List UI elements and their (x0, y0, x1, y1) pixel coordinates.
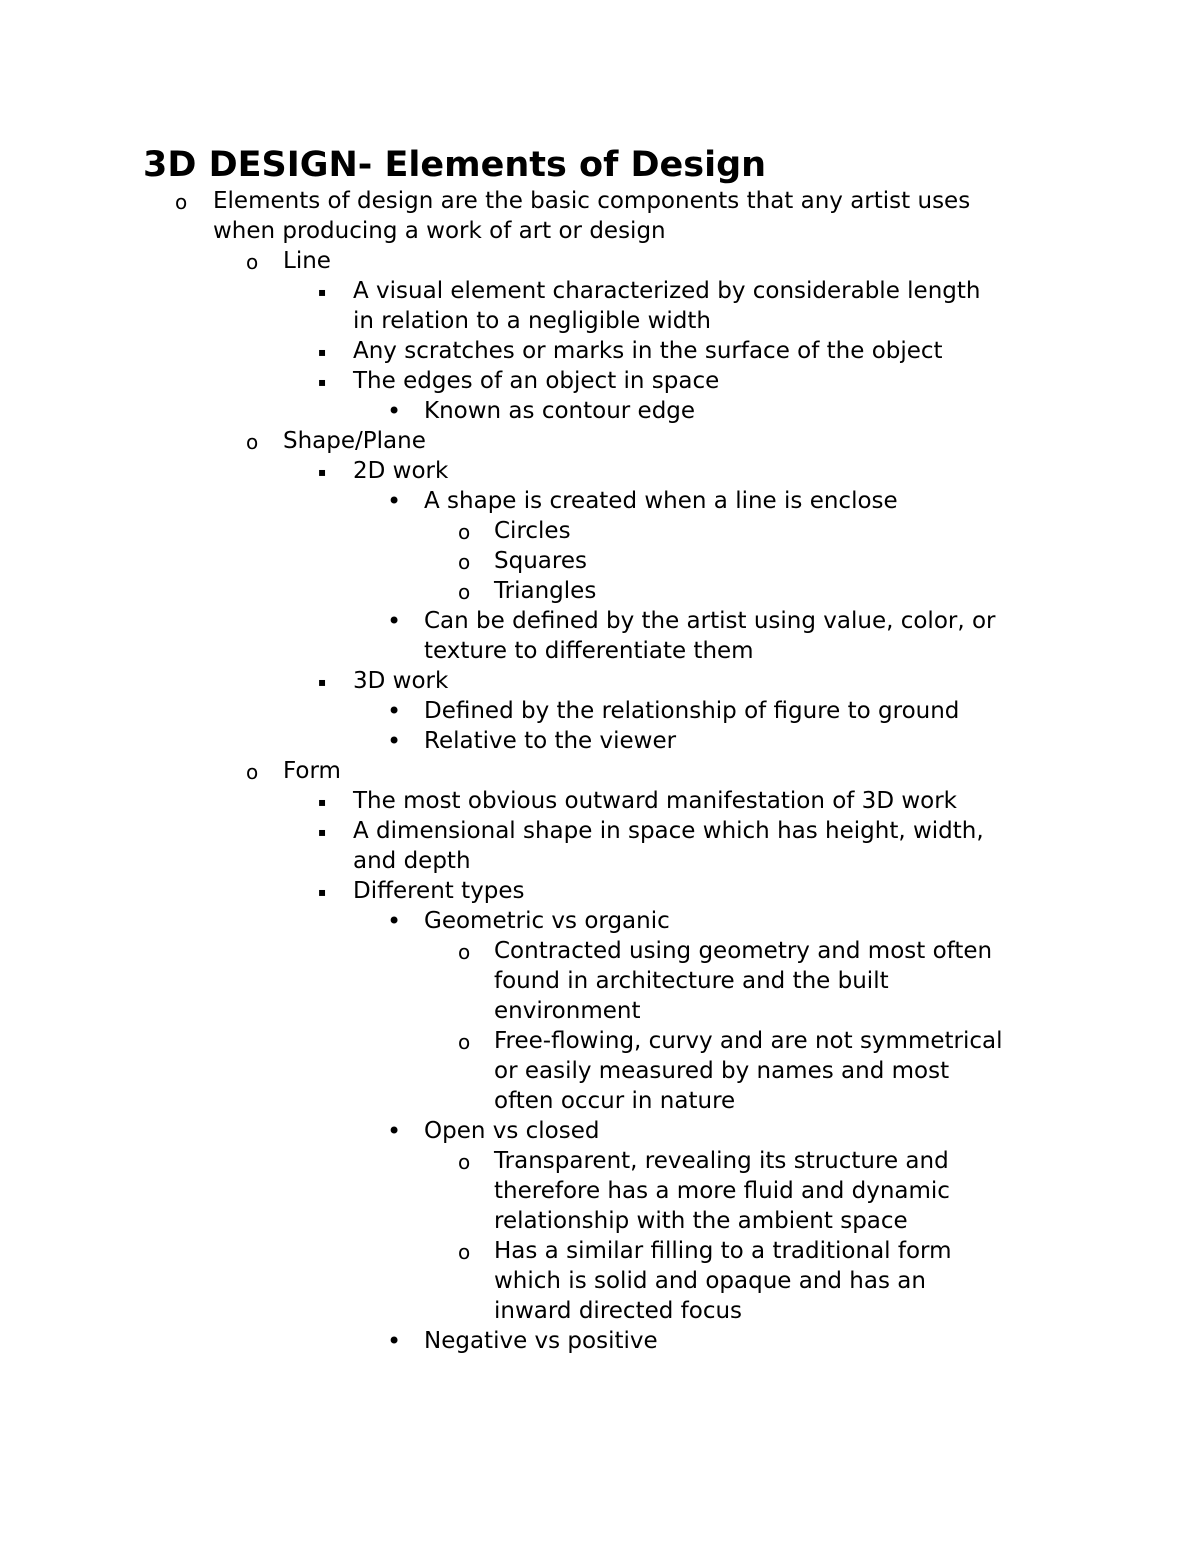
outline-line (0, 366, 1200, 396)
bullet-square-icon: ▪ (318, 795, 327, 809)
outline-text: 2D work (353, 458, 449, 484)
outline-line (0, 1236, 1200, 1266)
outline-text: Line (283, 248, 331, 274)
outline-line (0, 1056, 1200, 1086)
outline-line (0, 1086, 1200, 1116)
outline-line (0, 516, 1200, 546)
outline-line (0, 1176, 1200, 1206)
outline-text: which is solid and opaque and has an (494, 1268, 926, 1294)
bullet-square-icon: ▪ (318, 375, 327, 389)
outline-text: Shape/Plane (283, 428, 426, 454)
bullet-circle-icon: o (458, 520, 471, 544)
outline-text: found in architecture and the built (494, 968, 889, 994)
bullet-circle-icon: o (458, 1150, 471, 1174)
bullet-circle-icon: o (458, 580, 471, 604)
outline-line (0, 216, 1200, 246)
outline-text: inward directed focus (494, 1298, 743, 1324)
bullet-circle-icon: o (458, 550, 471, 574)
outline-line (0, 1206, 1200, 1236)
bullet-square-icon: ▪ (318, 885, 327, 899)
outline-line (0, 606, 1200, 636)
outline-text: texture to differentiate them (424, 638, 754, 664)
bullet-circle-icon: o (246, 250, 259, 274)
bullet-disc-icon: • (387, 607, 402, 635)
outline-text: The edges of an object in space (353, 368, 720, 394)
outline-line (0, 1296, 1200, 1326)
outline-text: when producing a work of art or design (213, 218, 666, 244)
outline-line (0, 786, 1200, 816)
outline-text: and depth (353, 848, 471, 874)
bullet-circle-icon: o (175, 190, 188, 214)
outline-line (0, 1146, 1200, 1176)
outline-text: Circles (494, 518, 571, 544)
outline-text: Defined by the relationship of figure to ground (424, 698, 960, 724)
outline-line (0, 426, 1200, 456)
outline-text: Open vs closed (424, 1118, 600, 1144)
outline-line (0, 276, 1200, 306)
bullet-circle-icon: o (246, 430, 259, 454)
bullet-disc-icon: • (387, 1327, 402, 1355)
outline-line (0, 396, 1200, 426)
bullet-disc-icon: • (387, 907, 402, 935)
bullet-square-icon: ▪ (318, 465, 327, 479)
bullet-square-icon: ▪ (318, 825, 327, 839)
bullet-circle-icon: o (458, 940, 471, 964)
outline-line (0, 1116, 1200, 1146)
page-title: 3D DESIGN- Elements of Design (143, 145, 767, 185)
outline-text: Can be defined by the artist using value, color, or (424, 608, 996, 634)
outline-line (0, 1326, 1200, 1356)
bullet-square-icon: ▪ (318, 285, 327, 299)
outline-line (0, 486, 1200, 516)
outline-line (0, 186, 1200, 216)
outline-text: Elements of design are the basic components that any artist uses (213, 188, 971, 214)
outline-line (0, 816, 1200, 846)
outline-line (0, 306, 1200, 336)
outline-list (0, 186, 1200, 1356)
outline-line (0, 876, 1200, 906)
outline-line (0, 756, 1200, 786)
bullet-disc-icon: • (387, 487, 402, 515)
outline-line (0, 696, 1200, 726)
outline-line (0, 1026, 1200, 1056)
outline-line (0, 996, 1200, 1026)
bullet-circle-icon: o (458, 1030, 471, 1054)
outline-line (0, 576, 1200, 606)
outline-line (0, 456, 1200, 486)
outline-text: A visual element characterized by considerable length (353, 278, 981, 304)
outline-text: Contracted using geometry and most often (494, 938, 993, 964)
outline-text: environment (494, 998, 641, 1024)
outline-line (0, 636, 1200, 666)
bullet-square-icon: ▪ (318, 675, 327, 689)
outline-text: Transparent, revealing its structure and (494, 1148, 949, 1174)
outline-text: Has a similar filling to a traditional form (494, 1238, 952, 1264)
bullet-square-icon: ▪ (318, 345, 327, 359)
outline-line (0, 546, 1200, 576)
outline-line (0, 966, 1200, 996)
bullet-disc-icon: • (387, 397, 402, 425)
outline-text: relationship with the ambient space (494, 1208, 908, 1234)
outline-text: Different types (353, 878, 525, 904)
outline-line (0, 1266, 1200, 1296)
outline-line (0, 666, 1200, 696)
outline-text: A dimensional shape in space which has height, width, (353, 818, 984, 844)
outline-text: Triangles (494, 578, 597, 604)
outline-text: Squares (494, 548, 587, 574)
outline-text: often occur in nature (494, 1088, 736, 1114)
outline-text: Any scratches or marks in the surface of the object (353, 338, 943, 364)
bullet-disc-icon: • (387, 1117, 402, 1145)
outline-text: in relation to a negligible width (353, 308, 711, 334)
outline-line (0, 846, 1200, 876)
outline-line (0, 246, 1200, 276)
outline-line (0, 336, 1200, 366)
outline-text: The most obvious outward manifestation of 3D work (353, 788, 957, 814)
bullet-circle-icon: o (458, 1240, 471, 1264)
outline-line (0, 936, 1200, 966)
outline-line (0, 726, 1200, 756)
outline-text: Relative to the viewer (424, 728, 677, 754)
outline-text: therefore has a more fluid and dynamic (494, 1178, 950, 1204)
bullet-disc-icon: • (387, 697, 402, 725)
outline-text: Geometric vs organic (424, 908, 670, 934)
outline-text: Negative vs positive (424, 1328, 658, 1354)
outline-text: Known as contour edge (424, 398, 696, 424)
outline-text: Free-flowing, curvy and are not symmetrical (494, 1028, 1003, 1054)
bullet-circle-icon: o (246, 760, 259, 784)
outline-text: Form (283, 758, 341, 784)
outline-line (0, 906, 1200, 936)
outline-text: or easily measured by names and most (494, 1058, 950, 1084)
outline-text: A shape is created when a line is enclose (424, 488, 898, 514)
bullet-disc-icon: • (387, 727, 402, 755)
outline-text: 3D work (353, 668, 449, 694)
